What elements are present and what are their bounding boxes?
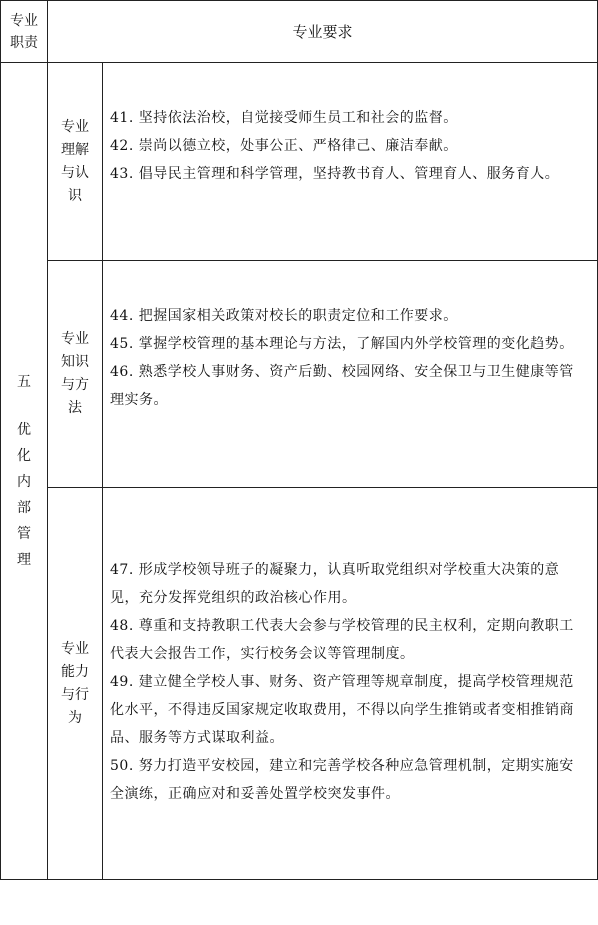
section-divider-2 xyxy=(48,487,598,488)
section-label-line: 能力 xyxy=(61,663,89,680)
duty-char: 管 xyxy=(17,526,31,542)
section-label-line: 识 xyxy=(68,187,82,204)
section-label-line: 与行 xyxy=(61,686,89,703)
section-label-line: 专业 xyxy=(61,331,89,347)
requirement-item: 41. 坚持依法治校，自觉接受师生员工和社会的监督。 xyxy=(110,110,458,126)
requirement-item: 42. 崇尚以德立校，处事公正、严格律己、廉洁奉献。 xyxy=(110,138,458,154)
section-label-line: 与方 xyxy=(61,377,89,393)
section-label-ability xyxy=(48,488,102,879)
section-label-line: 专业 xyxy=(61,640,89,657)
duty-char: 优 xyxy=(17,422,31,438)
duty-char: 理 xyxy=(17,552,31,568)
duty-char: 部 xyxy=(17,500,31,516)
header-duty-line2: 职责 xyxy=(10,34,38,51)
section-label-knowledge xyxy=(48,261,102,487)
section-label-understanding xyxy=(48,63,102,260)
table-border-bottom xyxy=(0,879,598,880)
section-label-line: 理解 xyxy=(61,141,89,158)
section-label-line: 与认 xyxy=(61,164,89,181)
requirement-item: 46. 熟悉学校人事财务、资产后勤、校园网络、安全保卫与卫生健康等管理实务。 xyxy=(110,364,574,408)
section-items-ability xyxy=(110,556,588,808)
requirement-item: 50. 努力打造平安校园，建立和完善学校各种应急管理机制，定期实施安全演练，正确应对和妥善处置学校突发事件。 xyxy=(110,758,574,802)
column-divider-2 xyxy=(102,62,103,880)
requirement-item: 44. 把握国家相关政策对校长的职责定位和工作要求。 xyxy=(110,308,458,324)
section-label-line: 知识 xyxy=(61,354,89,370)
section-label-line: 法 xyxy=(68,400,82,416)
section-divider-1 xyxy=(48,260,598,261)
section-label-line: 为 xyxy=(68,709,82,726)
section-items-understanding xyxy=(110,104,588,188)
duty-label xyxy=(1,63,47,879)
duty-char: 内 xyxy=(17,474,31,490)
requirement-item: 49. 建立健全学校人事、财务、资产管理等规章制度，提高学校管理规范化水平，不得违反国家规定收取费用，不得以向学生推销或者变相推销商品、服务等方式谋取利益。 xyxy=(110,674,574,746)
duty-char: 化 xyxy=(17,448,31,464)
header-duty-line1: 专业 xyxy=(10,12,38,29)
header-requirements: 专业要求 xyxy=(292,23,353,41)
header-duty xyxy=(1,1,47,62)
requirement-item: 48. 尊重和支持教职工代表大会参与学校管理的民主权利，定期向教职工代表大会报告工作，实行校务会议等管理制度。 xyxy=(110,618,574,662)
requirement-item: 45. 掌握学校管理的基本理论与方法，了解国内外学校管理的变化趋势。 xyxy=(110,336,574,352)
section-label-line: 专业 xyxy=(61,118,89,135)
section-items-knowledge xyxy=(110,302,588,414)
requirement-item: 47. 形成学校领导班子的凝聚力，认真听取党组织对学校重大决策的意见，充分发挥党组织的政治核心作用。 xyxy=(110,562,560,606)
requirement-item: 43. 倡导民主管理和科学管理，坚持教书育人、管理育人、服务育人。 xyxy=(110,166,560,182)
duty-number: 五 xyxy=(17,374,31,390)
